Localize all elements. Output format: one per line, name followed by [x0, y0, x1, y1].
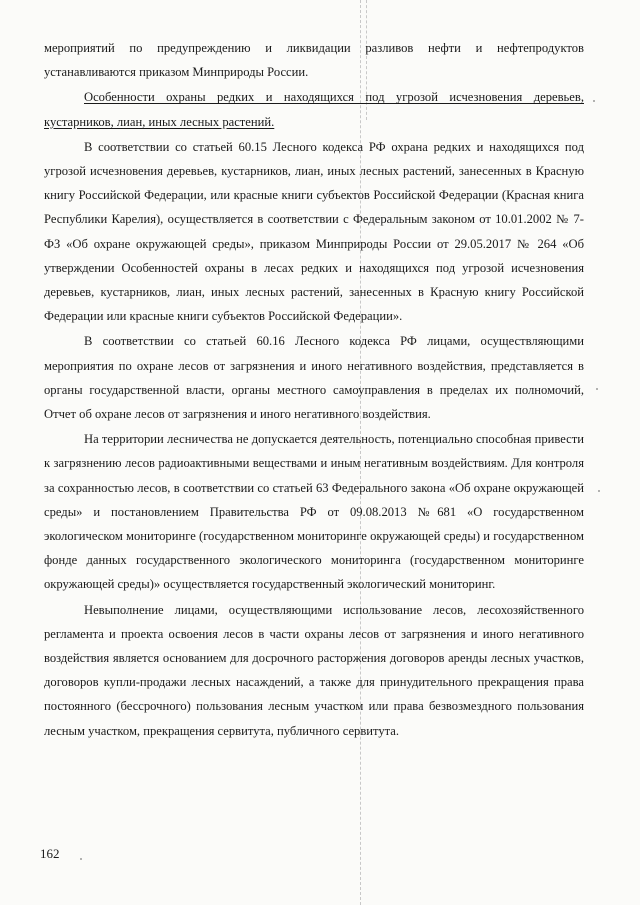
section-heading: Особенности охраны редких и находящихся под угрозой исчезновения деревьев, кустарников, лиан, иных лесных растений. [44, 90, 584, 129]
paragraph: На территории лесничества не допускается деятельность, потенциально способная привести к загрязнению лесов радиоактивными веществами и иным негативным воздействиям. Для контроля за сохранностью лесов, в соответствии со статьей 63 Федерального закона «Об охране окружающей среды» и постановлением Правительства РФ от 09.08.2013 №681 «О государственном экологическом мониторинге (государственном мониторинге окружающей среды) и государственном фонде данных государственного экологического мониторинга (государственном мониторинге окружающей среды)» осуществляется государственный экологический мониторинг. [44, 432, 584, 592]
scan-speck [598, 490, 600, 492]
paragraph: В соответствии со статьей 60.16 Лесного кодекса РФ лицами, осуществляющими мероприятия по охране лесов от загрязнения и иного негативного воздействия, представляется в органы государственной власти, органы местного самоуправления в пределах их полномочий, Отчет об охране лесов от загрязнения и иного негативного воздействия. [44, 334, 584, 422]
scan-speck [593, 100, 595, 102]
paragraph: В соответствии со статьей 60.15 Лесного кодекса РФ охрана редких и находящихся под угрозой исчезновения деревьев, кустарников, лиан, иных лесных растений, занесенных в Красную книгу Российской Федерации, или красные книги субъектов Российской Федерации (Красная книга Республики Карелия), осуществляется в соответствии с Федеральным законом от 10.01.2002 № 7-ФЗ «Об охране окружающей среды», приказом Минприроды России от 29.05.2017 № 264 «Об утверждении Особенностей охраны в лесах редких и находящихся под угрозой исчезновения деревьев, кустарников, лиан, иных лесных растений, занесенных в Красную книгу Российской Федерации или красные книги субъектов Российской Федерации». [44, 139, 584, 324]
paragraph-continuation: мероприятий по предупреждению и ликвидации разливов нефти и нефтепродуктов устанавливаются приказом Минприроды России. [44, 41, 584, 80]
scan-speck [596, 388, 598, 390]
page-number: 162 [40, 846, 60, 861]
scan-speck [80, 858, 82, 860]
document-body [44, 36, 584, 744]
paragraph: Невыполнение лицами, осуществляющими использование лесов, лесохозяйственного регламента и проекта освоения лесов в части охраны лесов от загрязнения и иного негативного воздействия является основанием для досрочного расторжения договоров аренды лесных участков, договоров купли-продажи лесных насаждений, а также для принудительного прекращения права постоянного (бессрочного) пользования лесным участком или права безвозмездного пользования лесным участком, прекращения сервитута, публичного сервитута. [44, 602, 584, 738]
